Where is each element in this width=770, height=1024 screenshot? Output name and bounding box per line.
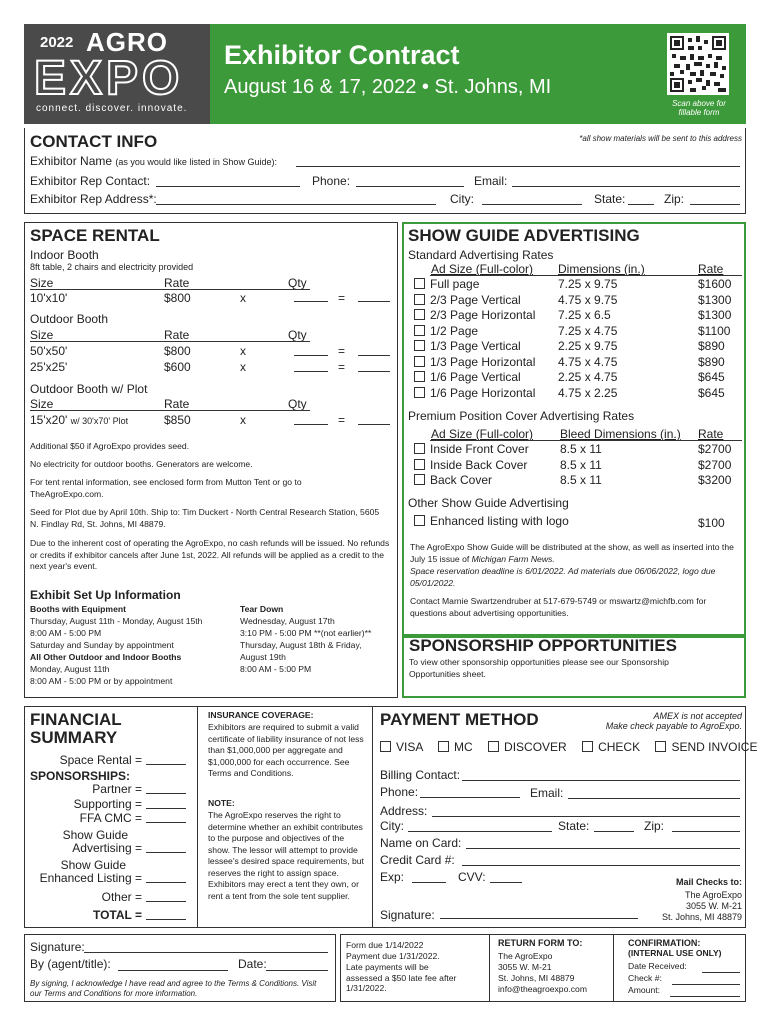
booths-equipment-l3: Saturday and Sunday by appointment — [30, 640, 174, 650]
std-ad-rate: $890 — [698, 354, 725, 369]
pay-address-label: Address: — [380, 804, 428, 818]
fin-ffa-field[interactable] — [146, 822, 186, 823]
enhanced-listing-checkbox[interactable] — [414, 515, 425, 526]
teardown-l4: August 19th — [240, 652, 286, 662]
date-received-label: Date Received: — [628, 961, 687, 971]
std-ad-rate: $645 — [698, 370, 725, 384]
std-ad-checkbox[interactable] — [414, 278, 425, 289]
indoor-note: 8ft table, 2 chairs and electricity provided — [30, 262, 194, 272]
plot-col-size: Size — [30, 397, 54, 411]
outdoor-size-1: 50'x50' — [30, 344, 68, 358]
outdoor-col-size: Size — [30, 328, 54, 342]
card-number-field[interactable] — [462, 865, 740, 866]
space-note-plot-seed: Seed for Plot due by April 10th. Ship to: Tim Duckert - North Central Research Station, 5605 N. Findlay Rd, St. Johns, MI 48879. — [30, 507, 380, 529]
premium-ad-rate: $3200 — [698, 473, 732, 487]
std-ad-rate: $1600 — [698, 277, 732, 291]
check-payable-note: Make check payable to AgroExpo. — [605, 721, 742, 731]
pay-signature-field[interactable] — [440, 918, 638, 919]
advertising-contact: Contact Marnie Swartzendruber at 517-679-5749 or mswartz@michfb.com for questions about advertising opportunities. — [410, 596, 707, 618]
confirmation-title: CONFIRMATION: — [628, 938, 701, 948]
fin-other-field[interactable] — [146, 901, 186, 902]
premium-ad-checkbox[interactable] — [414, 474, 425, 485]
rep-address-label: Exhibitor Rep Address*: — [30, 192, 157, 206]
rep-city-label: City: — [450, 192, 474, 206]
exhibitor-name-hint: (as you would like listed in Show Guide): — [115, 157, 277, 167]
outdoor-x-2: x — [240, 360, 246, 374]
std-ad-dimensions: 7.25 x 6.5 — [558, 308, 611, 322]
pay-state-label: State: — [558, 819, 590, 833]
qr-caption: Scan above for fillable form — [672, 99, 726, 117]
rep-zip-field[interactable] — [690, 204, 740, 205]
std-ad-rate: $1300 — [698, 308, 732, 322]
plot-x: x — [240, 413, 246, 427]
premium-title: Premium Position Cover Advertising Rates — [408, 409, 635, 423]
pay-signature-label: Signature: — [380, 908, 435, 922]
premium-ad-dimensions: 8.5 x 11 — [560, 442, 602, 456]
std-rates-title: Standard Advertising Rates — [408, 248, 554, 262]
std-ad-option[interactable] — [414, 277, 479, 291]
mc-label: MC — [454, 740, 473, 754]
other-booths-title: All Other Outdoor and Indoor Booths — [30, 652, 182, 662]
rep-zip-label: Zip: — [664, 192, 685, 206]
setup-title: Exhibit Set Up Information — [30, 588, 181, 602]
enhanced-listing-rate: $100 — [698, 516, 725, 530]
std-ad-rate: $1100 — [698, 323, 731, 338]
footer-date-field[interactable] — [266, 970, 328, 971]
mail-checks-title: Mail Checks to: — [675, 877, 742, 887]
distribution-note — [410, 542, 740, 565]
teardown-title: Tear Down — [240, 604, 284, 614]
mail-line-2: 3055 W. M-21 — [685, 901, 742, 911]
std-ad-name: 1/3 Page Horizontal — [430, 354, 536, 369]
discover-option[interactable] — [488, 740, 567, 754]
visa-option[interactable] — [380, 740, 423, 754]
std-ad-checkbox[interactable] — [414, 387, 425, 398]
std-ad-dimensions: 7.25 x 9.75 — [558, 277, 618, 291]
premium-ad-rate: $2700 — [698, 457, 732, 472]
billing-contact-field[interactable] — [462, 780, 740, 781]
std-ad-checkbox[interactable] — [414, 294, 425, 305]
booths-equipment-title: Booths with Equipment — [30, 604, 126, 614]
std-ad-option[interactable] — [414, 370, 521, 384]
plot-eq: = — [338, 413, 346, 427]
std-ad-dimensions: 4.75 x 9.75 — [558, 292, 618, 307]
plot-size: 15'x20' — [30, 413, 68, 427]
std-ad-checkbox[interactable] — [414, 309, 425, 320]
pay-phone-label: Phone: — [380, 785, 419, 799]
plot-rate: $850 — [164, 413, 191, 427]
premium-ad-name: Inside Back Cover — [430, 457, 528, 472]
note-text: The AgroExpo reserves the right to determine whether an exhibit contributes to the purpose and objectives of the show. The lessor will attempt to provide lessee's desired space requirements, but reserves the right to assign space. Exhibitors may erect a tent they own, or rent a tent from the sole tent supplier. — [208, 810, 364, 901]
rep-state-field[interactable] — [628, 204, 654, 205]
indoor-rate: $800 — [164, 291, 191, 305]
premium-ad-checkbox[interactable] — [414, 459, 425, 470]
insurance-text: Exhibitors are required to submit a valid certificate of liability insurance of not less than $1,000,000 per aggregate and $1,000,000 for each occurrence. See Terms and Conditions. — [208, 722, 364, 778]
footer-by-label: By (agent/title): — [30, 957, 111, 971]
premium-ad-option[interactable] — [414, 458, 527, 472]
space-rental-heading: SPACE RENTAL — [30, 226, 160, 245]
mail-line-1: The AgroExpo — [684, 890, 742, 900]
indoor-col-qty: Qty — [288, 276, 307, 290]
check-number-label: Check #: — [628, 973, 662, 983]
name-on-card-field[interactable] — [466, 848, 740, 849]
invoice-label: SEND INVOICE — [671, 740, 758, 754]
plot-col-qty: Qty — [288, 397, 307, 411]
outdoor-eq-2: = — [338, 360, 346, 374]
fin-sg-enh-field[interactable] — [146, 882, 186, 883]
fin-total-field[interactable] — [146, 919, 186, 920]
outdoor-col-rate: Rate — [164, 328, 190, 342]
return-line-2: 3055 W. M-21 — [498, 962, 552, 972]
teardown-l2: 3:10 PM - 5:00 PM **(not earlier)** — [240, 628, 372, 638]
std-ad-name: 1/2 Page — [430, 323, 479, 338]
enhanced-listing-label: Enhanced listing with logo — [430, 514, 569, 528]
pay-city-field[interactable] — [408, 831, 552, 832]
outdoor-rate-2: $600 — [164, 360, 191, 374]
contact-note: *all show materials will be sent to this address — [579, 134, 742, 143]
enhanced-listing-option[interactable] — [414, 514, 569, 528]
std-ad-name: 2/3 Page Vertical — [430, 292, 521, 307]
std-ad-dimensions: 4.75 x 4.75 — [558, 354, 618, 369]
outdoor-title: Outdoor Booth — [30, 312, 109, 326]
space-note-tent: For tent rental information, see enclosed form from Mutton Tent or go to TheAgroExpo.com. — [30, 477, 302, 499]
std-ad-option[interactable] — [414, 324, 478, 338]
plot-size-note: w/ 30'x70' Plot — [70, 416, 129, 426]
indoor-qty-field[interactable] — [294, 301, 328, 302]
discover-checkbox[interactable] — [488, 741, 499, 752]
fin-ffa: FFA CMC = — [79, 811, 142, 825]
booths-equipment-l1: Thursday, August 11th - Monday, August 15th — [30, 616, 203, 626]
teardown-l5: 8:00 AM - 5:00 PM — [240, 664, 312, 674]
fin-space-rental-field[interactable] — [146, 764, 186, 765]
date-received-field[interactable] — [702, 972, 740, 973]
cvv-label: CVV: — [458, 870, 486, 884]
indoor-header-rule — [30, 289, 310, 290]
plot-title: Outdoor Booth w/ Plot — [30, 382, 148, 396]
billing-contact-label: Billing Contact: — [380, 768, 461, 782]
check-label: CHECK — [598, 740, 641, 754]
return-line-3: St. Johns, MI 48879 — [498, 973, 575, 983]
rep-contact-label: Exhibitor Rep Contact: — [30, 174, 151, 188]
sponsorship-text: To view other sponsorship opportunities please see our Sponsorship Opportunities sheet. — [409, 657, 669, 679]
exhibitor-name-field[interactable] — [296, 166, 740, 167]
amount-label: Amount: — [628, 985, 661, 995]
std-ad-option[interactable] — [414, 293, 521, 307]
outdoor-total-field-2[interactable] — [358, 371, 390, 372]
outdoor-x-1: x — [240, 344, 246, 358]
exp-field[interactable] — [412, 882, 446, 883]
footer-date-label: Date: — [238, 957, 267, 971]
qr-code-icon — [670, 36, 726, 92]
deadline-note: Space reservation deadline is 6/01/2022. Ad materials due 06/06/2022, logo due 05/01/2022. — [410, 566, 716, 588]
premium-ad-name: Back Cover — [430, 473, 493, 487]
visa-label: VISA — [396, 740, 423, 754]
footer-signature-label: Signature: — [30, 940, 85, 954]
pay-city-label: City: — [380, 819, 404, 833]
outdoor-col-qty: Qty — [288, 328, 307, 342]
std-ad-rate: $645 — [698, 385, 725, 400]
indoor-total-field[interactable] — [358, 301, 390, 302]
space-note-seed: Additional $50 if AgroExpo provides seed. — [30, 441, 190, 451]
std-col-rate: Rate — [698, 262, 724, 276]
invoice-option[interactable] — [655, 740, 757, 754]
rep-email-field[interactable] — [512, 186, 740, 187]
rep-contact-field[interactable] — [156, 186, 300, 187]
premium-col-rate: Rate — [698, 427, 724, 441]
std-ad-dimensions: 2.25 x 4.75 — [558, 370, 618, 384]
outdoor-qty-field-2[interactable] — [294, 371, 328, 372]
fin-sg-adv-field[interactable] — [146, 852, 186, 853]
space-note-electricity: No electricity for outdoor booths. Generators are welcome. — [30, 459, 253, 469]
pay-phone-field[interactable] — [420, 797, 520, 798]
fin-sg-adv-2: Advertising = — [72, 841, 142, 855]
logo-expo: EXPO — [34, 52, 184, 105]
indoor-col-rate: Rate — [164, 276, 190, 290]
financial-heading-2: SUMMARY — [30, 728, 118, 747]
pay-address-field[interactable] — [432, 816, 740, 817]
plot-col-rate: Rate — [164, 397, 190, 411]
std-ad-option[interactable] — [414, 339, 521, 353]
contact-heading: CONTACT INFO — [30, 132, 158, 151]
std-ad-option[interactable] — [414, 386, 535, 400]
pay-zip-label: Zip: — [644, 819, 665, 833]
premium-ad-checkbox[interactable] — [414, 443, 425, 454]
exhibitor-name-label: Exhibitor Name — [30, 154, 113, 168]
distribution-publication: Michigan Farm News. — [471, 553, 555, 564]
sponsorship-heading: SPONSORSHIP OPPORTUNITIES — [409, 636, 677, 655]
outdoor-header-rule — [30, 341, 310, 342]
indoor-col-size: Size — [30, 276, 54, 290]
premium-ad-dimensions: 8.5 x 11 — [560, 457, 602, 472]
fin-sg-enh-2: Enhanced Listing = — [39, 871, 142, 885]
pay-email-label: Email: — [530, 786, 564, 800]
std-ad-option[interactable] — [414, 308, 535, 322]
teardown-l1: Wednesday, August 17th — [240, 616, 335, 626]
mc-checkbox[interactable] — [438, 741, 449, 752]
page-title: Exhibitor Contract — [224, 40, 460, 70]
std-ad-checkbox[interactable] — [414, 371, 425, 382]
logo-year: 2022 — [40, 34, 74, 51]
space-note-refunds: Due to the inherent cost of operating the AgroExpo, no cash refunds will be issued. No refunds or credits if exhibitor cancels after June 1st, 2022. All refunds will be applied as a credit to the next year's event. — [30, 538, 390, 571]
premium-ad-name: Inside Front Cover — [430, 442, 529, 456]
std-ad-name: 1/6 Page Vertical — [430, 370, 521, 384]
indoor-eq: = — [338, 291, 346, 305]
footer-by-field[interactable] — [118, 970, 228, 971]
check-option[interactable] — [582, 740, 640, 754]
due-late-fee: Late payments will be assessed a $50 late fee after 1/31/2022. — [346, 962, 457, 993]
outdoor-rate-1: $800 — [164, 344, 191, 358]
return-title: RETURN FORM TO: — [498, 938, 583, 948]
rep-email-label: Email: — [474, 174, 508, 188]
fin-space-rental: Space Rental = — [59, 753, 142, 767]
footer-agree-text: By signing, I acknowledge I have read and agree to the Terms & Conditions. Visit our Terms and Conditions for more information. — [30, 979, 317, 998]
due-payment: Payment due 1/31/2022. — [346, 951, 440, 961]
indoor-x: x — [240, 291, 246, 305]
std-ad-name: 2/3 Page Horizontal — [430, 308, 536, 322]
std-ad-name: Full page — [430, 277, 480, 291]
premium-col-dim: Bleed Dimensions (in.) — [560, 427, 681, 441]
rep-address-field[interactable] — [156, 204, 436, 205]
teardown-l3: Thursday, August 18th & Friday, — [240, 640, 362, 650]
std-ad-dimensions: 7.25 x 4.75 — [558, 323, 618, 338]
mail-line-3: St. Johns, MI 48879 — [661, 912, 742, 922]
invoice-checkbox[interactable] — [655, 741, 666, 752]
premium-header-rule — [430, 440, 742, 441]
check-number-field[interactable] — [672, 984, 740, 985]
card-number-label: Credit Card #: — [380, 853, 455, 867]
other-booths-l1: Monday, August 11th — [30, 664, 110, 674]
std-col-ad: Ad Size (Full-color) — [431, 262, 534, 276]
indoor-size: 10'x10' — [30, 291, 68, 305]
mc-option[interactable] — [438, 740, 473, 754]
indoor-title: Indoor Booth — [30, 248, 99, 262]
note-title: NOTE: — [208, 798, 235, 808]
std-ad-checkbox[interactable] — [414, 325, 425, 336]
footer-signature-field[interactable] — [84, 952, 328, 953]
outdoor-qty-field-1[interactable] — [294, 355, 328, 356]
plot-qty-field[interactable] — [294, 424, 328, 425]
confirmation-subtitle: (INTERNAL USE ONLY) — [628, 948, 722, 958]
rep-phone-label: Phone: — [312, 174, 351, 188]
logo-agro: AGRO — [86, 27, 168, 57]
payment-heading: PAYMENT METHOD — [380, 710, 539, 729]
premium-ad-rate: $2700 — [698, 442, 732, 456]
std-header-rule — [430, 275, 742, 276]
amex-note: AMEX is not accepted — [653, 711, 742, 721]
fin-supporting-field[interactable] — [146, 808, 186, 809]
std-ad-dimensions: 4.75 x 2.25 — [558, 385, 618, 400]
fin-sg-adv-1: Show Guide — [62, 828, 128, 842]
fin-partner: Partner = — [92, 782, 142, 796]
rep-state-label: State: — [594, 192, 626, 206]
fin-total: TOTAL = — [92, 908, 142, 922]
booths-equipment-l2: 8:00 AM - 5:00 PM — [30, 628, 102, 638]
rep-phone-field[interactable] — [356, 186, 464, 187]
name-on-card-label: Name on Card: — [380, 836, 462, 850]
outdoor-total-field-1[interactable] — [358, 355, 390, 356]
outdoor-eq-1: = — [338, 344, 346, 358]
std-ad-option[interactable] — [414, 355, 535, 369]
premium-ad-dimensions: 8.5 x 11 — [560, 473, 602, 487]
page-subtitle: August 16 & 17, 2022 • St. Johns, MI — [224, 76, 552, 98]
premium-ad-option[interactable] — [414, 442, 529, 456]
qr-code[interactable] — [667, 33, 729, 95]
std-ad-checkbox[interactable] — [414, 356, 425, 367]
fin-other: Other = — [101, 890, 142, 904]
std-ad-name: 1/3 Page Vertical — [430, 339, 521, 353]
distribution-text: The AgroExpo Show Guide will be distributed at the show, as well as inserted into the July 15 issue of — [410, 542, 734, 564]
insurance-title: INSURANCE COVERAGE: — [208, 710, 314, 720]
logo-tagline: connect. discover. innovate. — [36, 103, 188, 114]
other-adv-title: Other Show Guide Advertising — [408, 496, 569, 510]
std-col-dim: Dimensions (in.) — [558, 262, 645, 276]
amount-field[interactable] — [670, 996, 740, 997]
rep-city-field[interactable] — [482, 204, 582, 205]
financial-heading-1: FINANCIAL — [30, 710, 122, 729]
pay-email-field[interactable] — [568, 798, 740, 799]
other-booths-l2: 8:00 AM - 5:00 PM or by appointment — [30, 676, 173, 686]
std-ad-dimensions: 2.25 x 9.75 — [558, 339, 618, 353]
fin-partner-field[interactable] — [146, 793, 186, 794]
discover-label: DISCOVER — [504, 740, 567, 754]
visa-checkbox[interactable] — [380, 741, 391, 752]
return-email: info@theagroexpo.com — [498, 984, 587, 994]
std-ad-rate: $1300 — [698, 292, 732, 307]
std-ad-name: 1/6 Page Horizontal — [430, 385, 536, 400]
plot-header-rule — [30, 410, 310, 411]
exp-label: Exp: — [380, 870, 405, 884]
return-line-1: The AgroExpo — [498, 951, 553, 961]
premium-ad-option[interactable] — [414, 473, 492, 487]
std-ad-rate: $890 — [698, 339, 725, 353]
check-checkbox[interactable] — [582, 741, 593, 752]
fin-sg-enh-1: Show Guide — [60, 858, 126, 872]
cvv-field[interactable] — [490, 882, 522, 883]
plot-total-field[interactable] — [358, 424, 390, 425]
outdoor-size-2: 25'x25' — [30, 360, 68, 374]
fin-supporting: Supporting = — [73, 797, 142, 811]
due-form: Form due 1/14/2022 — [346, 940, 424, 950]
show-guide-heading: SHOW GUIDE ADVERTISING — [408, 226, 640, 245]
fin-sponsorships: SPONSORSHIPS: — [30, 769, 131, 783]
premium-col-ad: Ad Size (Full-color) — [431, 427, 534, 441]
pay-state-field[interactable] — [594, 831, 634, 832]
std-ad-checkbox[interactable] — [414, 340, 425, 351]
pay-zip-field[interactable] — [672, 831, 740, 832]
